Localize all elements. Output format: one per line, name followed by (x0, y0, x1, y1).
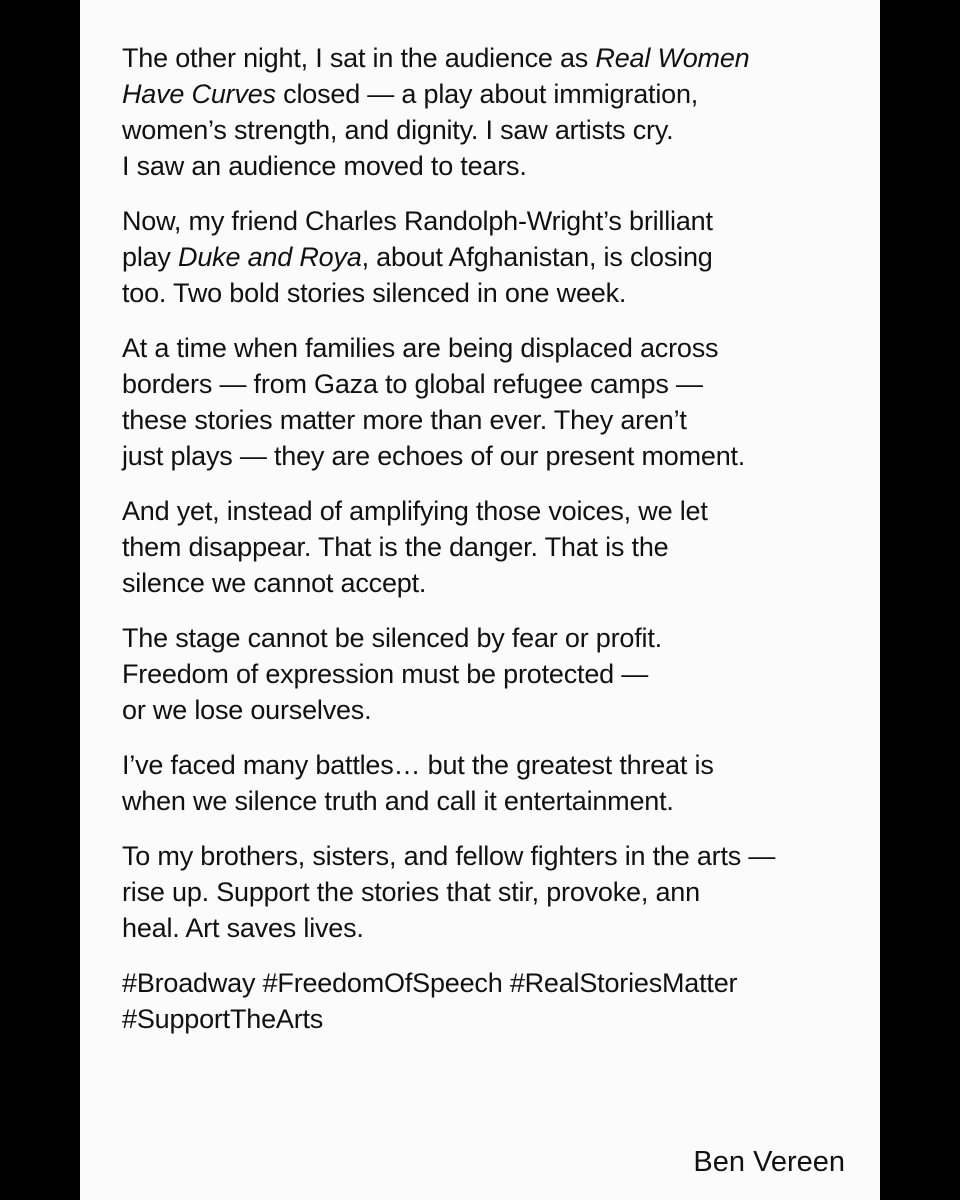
paragraph-4-line-1: And yet, instead of amplifying those voices, we let (122, 496, 708, 526)
hashtags-line-1: #Broadway #FreedomOfSpeech #RealStoriesMatter (122, 968, 738, 998)
paragraph-4-line-3: silence we cannot accept. (122, 568, 427, 598)
signature: Ben Vereen (693, 1146, 845, 1178)
paragraph-3-line-1: At a time when families are being displaced across (122, 333, 719, 363)
paragraph-4-line-2: them disappear. That is the danger. That is the (122, 532, 669, 562)
text-run: play (122, 242, 179, 272)
hashtags-line-2: #SupportTheArts (122, 1004, 324, 1034)
paragraph-6-line-1: I’ve faced many battles… but the greatest threat is (122, 750, 714, 780)
paragraph-1-line-1 (122, 40, 882, 76)
paragraph-1-line-4: I saw an audience moved to tears. (122, 151, 527, 181)
paragraph-2 (122, 203, 882, 311)
play-title-real-women-have-curves-part-2: Have Curves (122, 79, 276, 109)
paragraph-7-line-3: heal. Art saves lives. (122, 913, 364, 943)
paragraph-5 (122, 620, 882, 728)
play-title-real-women-have-curves-part-1: Real Women (595, 43, 750, 73)
paragraph-2-line-3: too. Two bold stories silenced in one week. (122, 278, 627, 308)
paragraph-1-line-3: women’s strength, and dignity. I saw artists cry. (122, 115, 674, 145)
post-page (80, 0, 880, 1200)
paragraph-2-line-1: Now, my friend Charles Randolph-Wright’s brilliant (122, 206, 713, 236)
paragraph-5-line-3: or we lose ourselves. (122, 695, 372, 725)
text-run: The other night, I sat in the audience as (122, 43, 596, 73)
paragraph-4 (122, 493, 882, 601)
paragraph-5-line-1: The stage cannot be silenced by fear or profit. (122, 623, 662, 653)
hashtags (122, 965, 882, 1037)
paragraph-6-line-2: when we silence truth and call it entertainment. (122, 786, 674, 816)
paragraph-6 (122, 747, 882, 819)
paragraph-7-line-2: rise up. Support the stories that stir, provoke, ann (122, 877, 700, 907)
play-title-duke-and-roya: Duke and Roya (178, 242, 362, 272)
paragraph-1 (122, 40, 882, 184)
paragraph-3-line-2: borders — from Gaza to global refugee camps — (122, 369, 703, 399)
post-body (122, 40, 882, 1037)
paragraph-3-line-4: just plays — they are echoes of our present moment. (122, 441, 746, 471)
text-run: , about Afghanistan, is closing (361, 242, 713, 272)
paragraph-5-line-2: Freedom of expression must be protected — (122, 659, 649, 689)
paragraph-2-line-2 (122, 239, 882, 275)
paragraph-3-line-3: these stories matter more than ever. They aren’t (122, 405, 687, 435)
text-run: closed — a play about immigration, (275, 79, 699, 109)
paragraph-7 (122, 838, 882, 946)
paragraph-1-line-2 (122, 76, 882, 112)
paragraph-7-line-1: To my brothers, sisters, and fellow fighters in the arts — (122, 841, 776, 871)
paragraph-3 (122, 330, 882, 474)
